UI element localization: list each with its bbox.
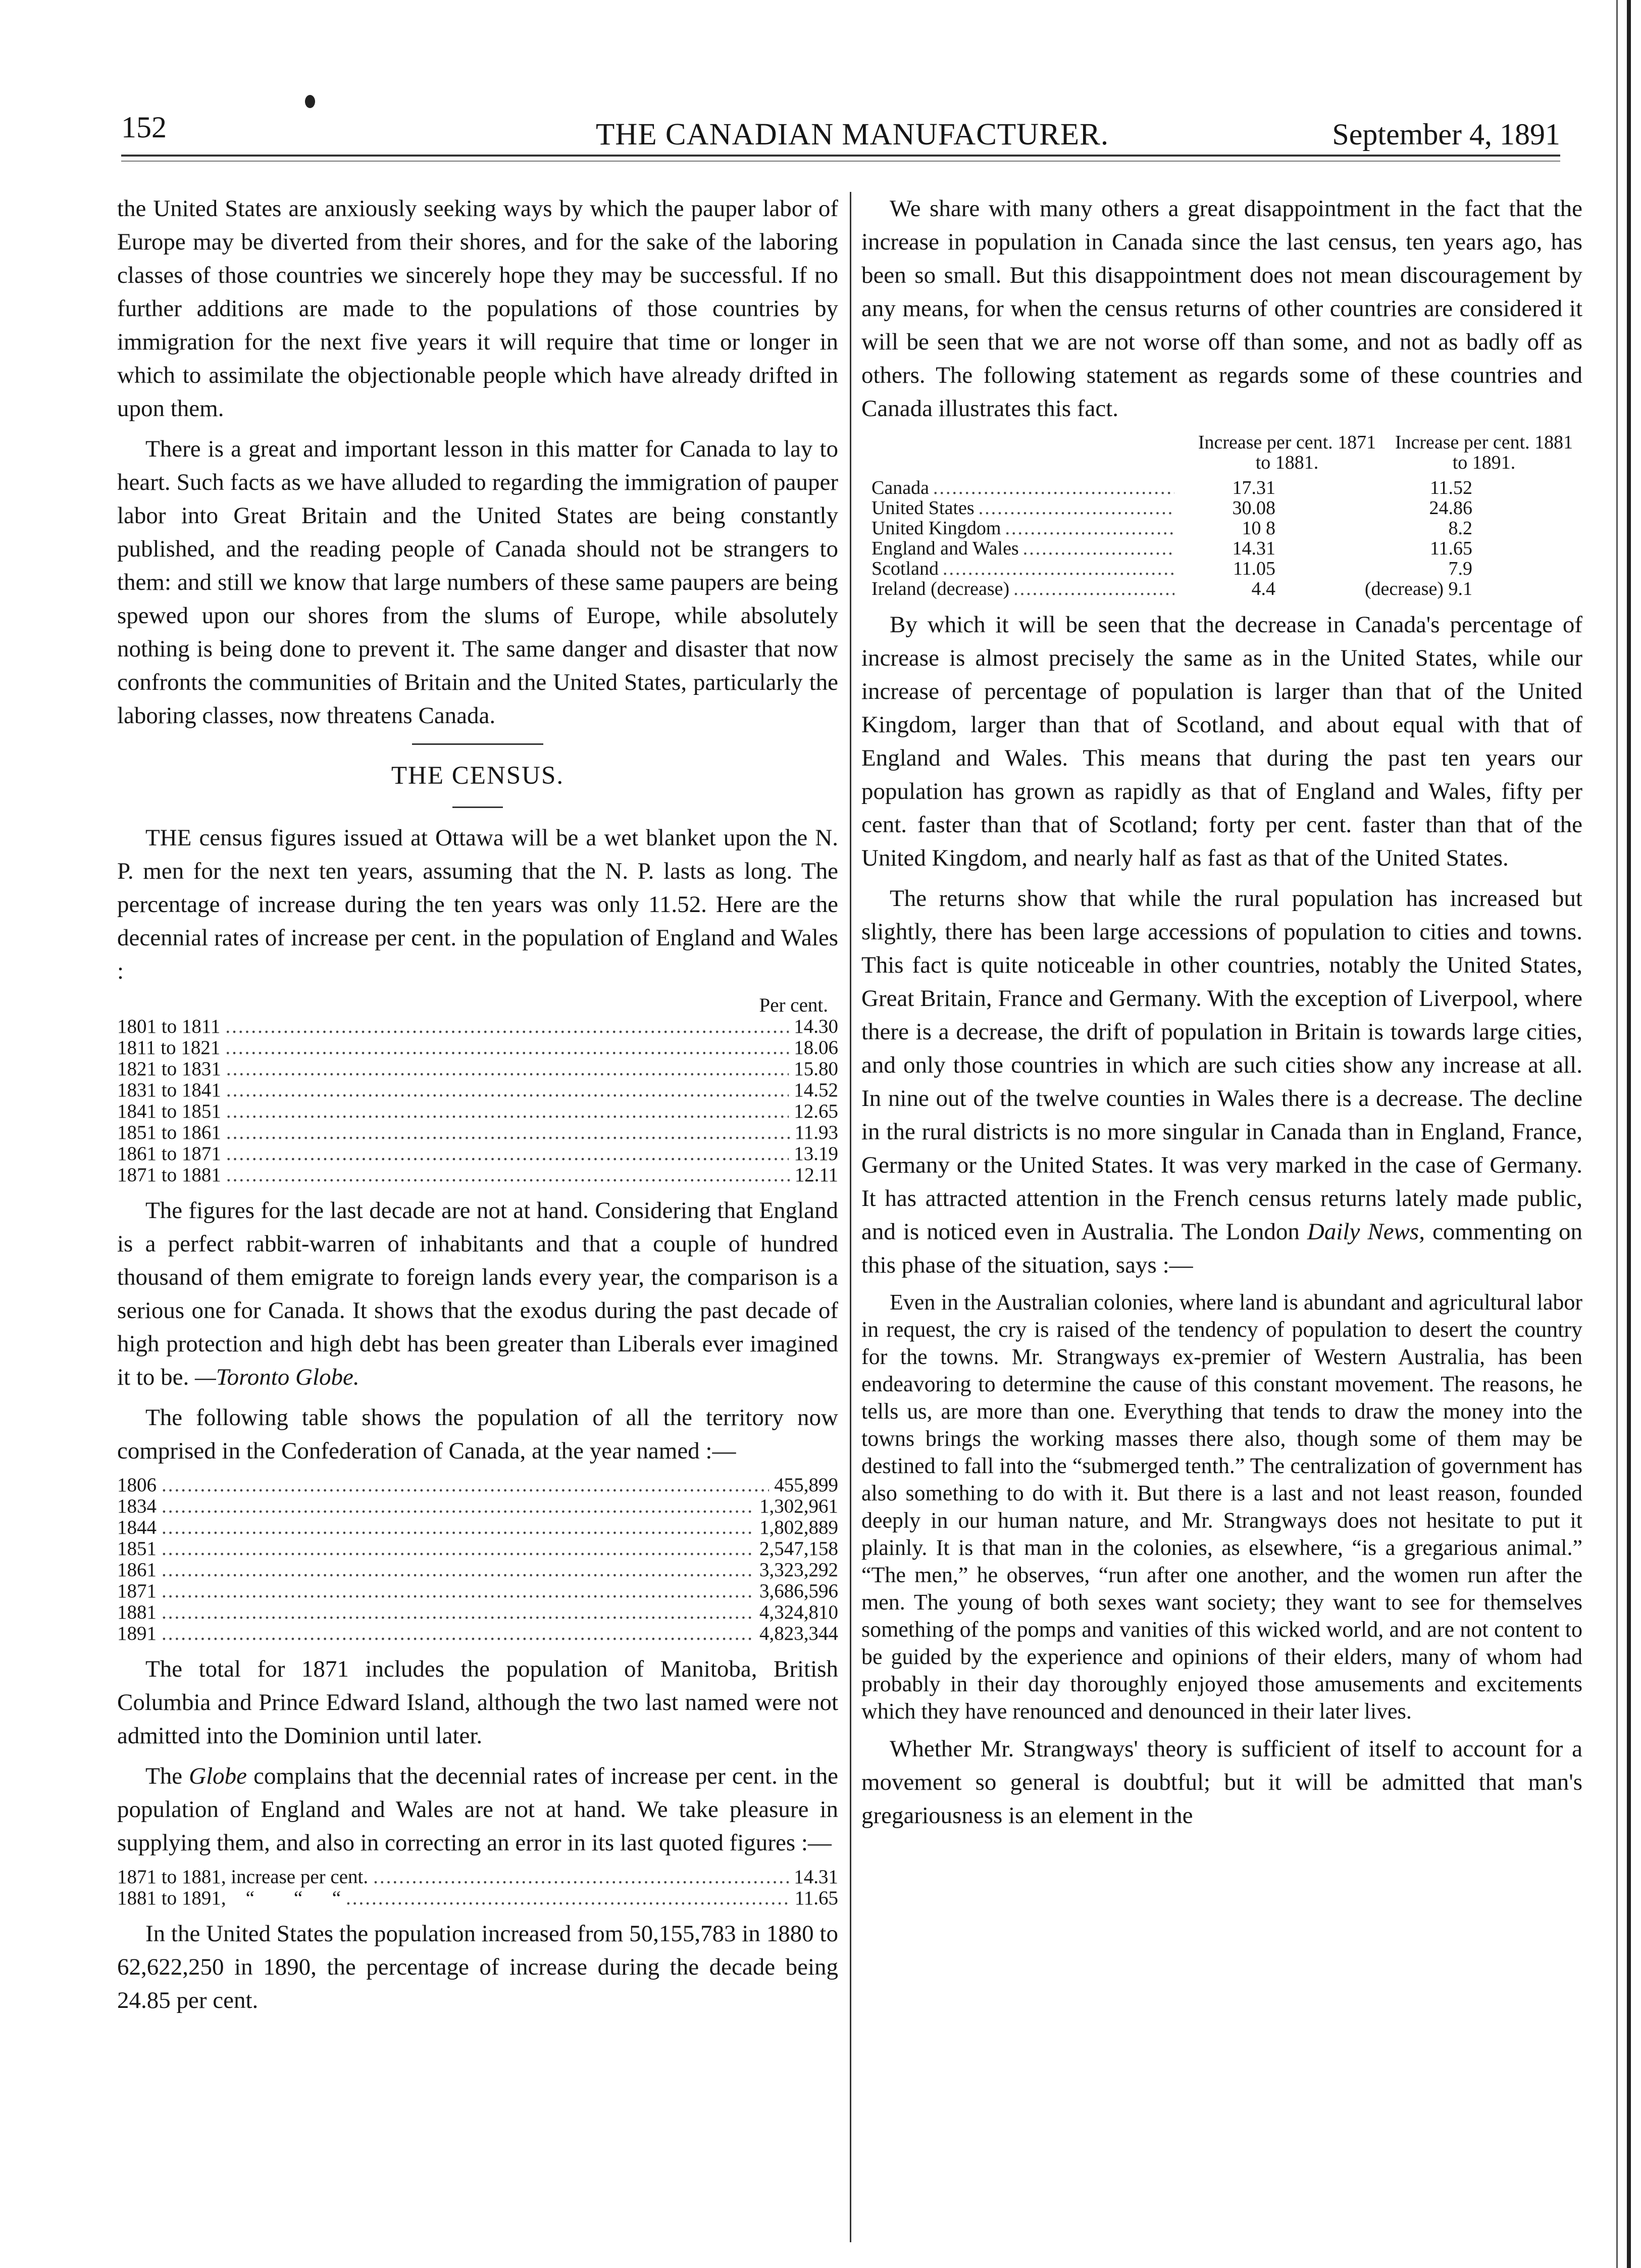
table-row: 1831 to 1841 ..... 14.52 xyxy=(117,1080,838,1101)
newspaper-name: Daily News, xyxy=(1307,1219,1425,1245)
section-title: THE CENSUS. xyxy=(391,762,565,790)
table-row: United Kingdom ..... 10 8 8.2 xyxy=(871,518,1582,538)
table-row: Canada ..... 17.31 11.52 xyxy=(871,478,1582,498)
table-row: 1801 to 1811 ..... 14.30 xyxy=(117,1016,838,1037)
country-increase-table xyxy=(871,432,1582,599)
paragraph: The Globe complains that the decennial rates of increase per cent. in the population of England and Wales are not at hand. We take pleasure in supplying them, and also in correcting an error in its last quoted figures :— xyxy=(117,1763,838,1856)
paragraph: The total for 1871 includes the population of Manitoba, British Columbia and Prince Edward Island, although the two last named were not admitted into the Dominion until later. xyxy=(117,1656,838,1749)
paragraph: There is a great and important lesson in this matter for Canada to lay to heart. Such facts as we have alluded to regarding the immigration of pauper labor into Great Britain and the United States are being constantly published, and the reading people of Canada should not be strangers to them: and still we know that large numbers of these same paupers are being spewed upon our shores from the slums of Europe, while absolutely nothing is being done to prevent it. The same danger and disaster that now confronts the communities of Britain and the United States, particularly the laboring classes, now threatens Canada. xyxy=(117,436,838,729)
correction-table xyxy=(117,1867,838,1909)
table-row: 1891 ..... 4,823,344 xyxy=(117,1623,838,1644)
table-row: 1851 ..... 2,547,158 xyxy=(117,1538,838,1559)
page-edge-shadow xyxy=(1627,0,1631,2268)
paragraph: We share with many others a great disappointment in the fact that the increase in population in Canada since the last census, ten years ago, has been so small. But this disappointment does not mean discouragement by any means, for when the census returns of other countries are considered it will be seen that we are not worse off than some, and not as badly off as others. The following statement as regards some of these countries and Canada illustrates this fact. xyxy=(861,195,1582,422)
table-row: 1871 ..... 3,686,596 xyxy=(117,1581,838,1602)
table-row: 1821 to 1831 ..... 15.80 xyxy=(117,1059,838,1080)
table-row: Scotland ..... 11.05 7.9 xyxy=(871,559,1582,579)
table-row: 1834 ..... 1,302,961 xyxy=(117,1496,838,1517)
table-row: United States ..... 30.08 24.86 xyxy=(871,498,1582,518)
table-header xyxy=(871,432,1582,473)
title-underline xyxy=(452,807,503,808)
table-row: 1811 to 1821 ..... 18.06 xyxy=(117,1037,838,1059)
block-quote: Even in the Australian colonies, where land is abundant and agricultural labor in request, the cry is raised of the tendency of population to desert the country for the towns. Mr. Strangways ex-premier of Western Australia, has been endeavoring to determine the cause of this constant movement. The reasons, he tells us, are more than one. Everything that tends to draw the money into the towns brings the working masses there also, though some of them may be destined to fall into the “submerged tenth.” The centralization of government has also something to do with it. But there is a last and not least reason, founded deeply in our human nature, and Mr. Strangways does not hesitate to put it plainly. It is that man in the colonies, as elsewhere, “is a gregarious animal.” “The men,” he observes, “run after one another, and the women run after the men. The young of both sexes want society; they want to see for themselves something of the pomps and vanities of this wicked world, and are not content to be guided by the experience and opinions of their elders, many of whom had probably in their day thoroughly enjoyed those amusements and excitements which they have renounced and denounced in their later lives. xyxy=(861,1290,1582,1724)
table-row: 1806 ..... 455,899 xyxy=(117,1475,838,1496)
table-row: 1844 ..... 1,802,889 xyxy=(117,1517,838,1538)
ink-dot xyxy=(305,95,315,108)
paragraph: Whether Mr. Strangways' theory is sufficient of itself to account for a movement so general is doubtful; but it will be admitted that man's gregariousness is an element in the xyxy=(861,1736,1582,1829)
page-edge-line xyxy=(1616,0,1618,2268)
paragraph: By which it will be seen that the decrease in Canada's percentage of increase is almost precisely the same as in the United States, while our increase of percentage of population is larger than that of the United Kingdom, larger than that of Scotland, and about equal with that of England and Wales. This means that during the past ten years our population has grown as rapidly as that of England and Wales, fifty per cent. faster than that of Scotland; forty per cent. faster than that of the United Kingdom, and nearly half as fast as that of the United States. xyxy=(861,612,1582,871)
table-row: 1861 ..... 3,323,292 xyxy=(117,1559,838,1581)
column-header: Increase per cent. 1881 to 1891. xyxy=(1395,432,1573,473)
england-wales-rates-table xyxy=(117,995,838,1186)
paragraph: THE census figures issued at Ottawa will be a wet blanket upon the N. P. men for the next ten years, assuming that the N. P. lasts as long. The percentage of increase during the ten years was only 11.52. Here are the decennial rates of increase per cent. in the population of England and Wales : xyxy=(117,825,838,984)
paragraph: The following table shows the population of all the territory now comprised in the Confederation of Canada, at the year named :— xyxy=(117,1404,838,1464)
source-credit: —Toronto Globe. xyxy=(195,1364,360,1390)
page-number: 152 xyxy=(121,111,167,144)
header-rule-thin xyxy=(121,161,1560,162)
column-divider xyxy=(850,192,851,2242)
section-separator xyxy=(412,743,543,745)
table-row: England and Wales ..... 14.31 11.65 xyxy=(871,538,1582,559)
page-header xyxy=(121,110,1560,150)
table-header: Per cent. xyxy=(759,994,828,1016)
right-column xyxy=(861,192,1582,1839)
issue-date: September 4, 1891 xyxy=(1332,118,1560,151)
table-row: 1881 ..... 4,324,810 xyxy=(117,1602,838,1623)
publication-title: THE CANADIAN MANUFACTURER. xyxy=(596,118,1109,152)
table-row: 1871 to 1881 ..... 12.11 xyxy=(117,1165,838,1186)
left-column xyxy=(117,192,838,2024)
table-row: 1841 to 1851 ..... 12.65 xyxy=(117,1101,838,1122)
table-row: 1871 to 1881, increase per cent. ..... 14.31 xyxy=(117,1867,838,1888)
canada-population-table xyxy=(117,1475,838,1644)
paragraph: The returns show that while the rural population has increased but slightly, there has been large accessions of population to cities and towns. This fact is quite noticeable in other countries, notably the United States, Great Britain, France and Germany. With the exception of Liverpool, where there is a decrease, the drift of population in Britain is towards large cities, and only those countries in which are such cities show any increase at all. In nine out of the twelve counties in Wales there is a decrease. The decline in the rural districts is no more singular in Canada than in England, France, Germany or the United States. It was very marked in the case of Germany. It has attracted attention in the French census returns lately made public, and is noticed even in Australia. The London Daily News, commenting on this phase of the situation, says :— xyxy=(861,885,1582,1278)
paragraph: The figures for the last decade are not at hand. Considering that England is a perfect rabbit-warren of inhabitants and that a couple of hundred thousand of them emigrate to foreign lands every year, the comparison is a serious one for Canada. It shows that the exodus during the past decade of high protection and high debt has been greater than Liberals ever imagined it to be. —Toronto Globe. xyxy=(117,1197,838,1390)
column-header: Increase per cent. 1871 to 1881. xyxy=(1198,432,1376,473)
header-rule xyxy=(121,155,1560,157)
paragraph: In the United States the population increased from 50,155,783 in 1880 to 62,622,250 in 1890, the percentage of increase during the decade being 24.85 per cent. xyxy=(117,1921,838,2013)
table-row: 1861 to 1871 ..... 13.19 xyxy=(117,1143,838,1165)
table-row: 1851 to 1861 ..... 11.93 xyxy=(117,1122,838,1143)
table-row: Ireland (decrease) ..... 4.4 (decrease) 9.1 xyxy=(871,579,1582,599)
newspaper-name: Globe xyxy=(189,1763,247,1789)
paragraph: the United States are anxiously seeking ways by which the pauper labor of Europe may be diverted from their shores, and for the sake of the laboring classes of those countries we sincerely hope they may be successful. If no further additions are made to the populations of those countries by immigration for the next five years it will require that time or longer in which to assimilate the objectionable people which have already drifted in upon them. xyxy=(117,195,838,422)
table-row: 1881 to 1891, “ “ “ ..... 11.65 xyxy=(117,1888,838,1909)
